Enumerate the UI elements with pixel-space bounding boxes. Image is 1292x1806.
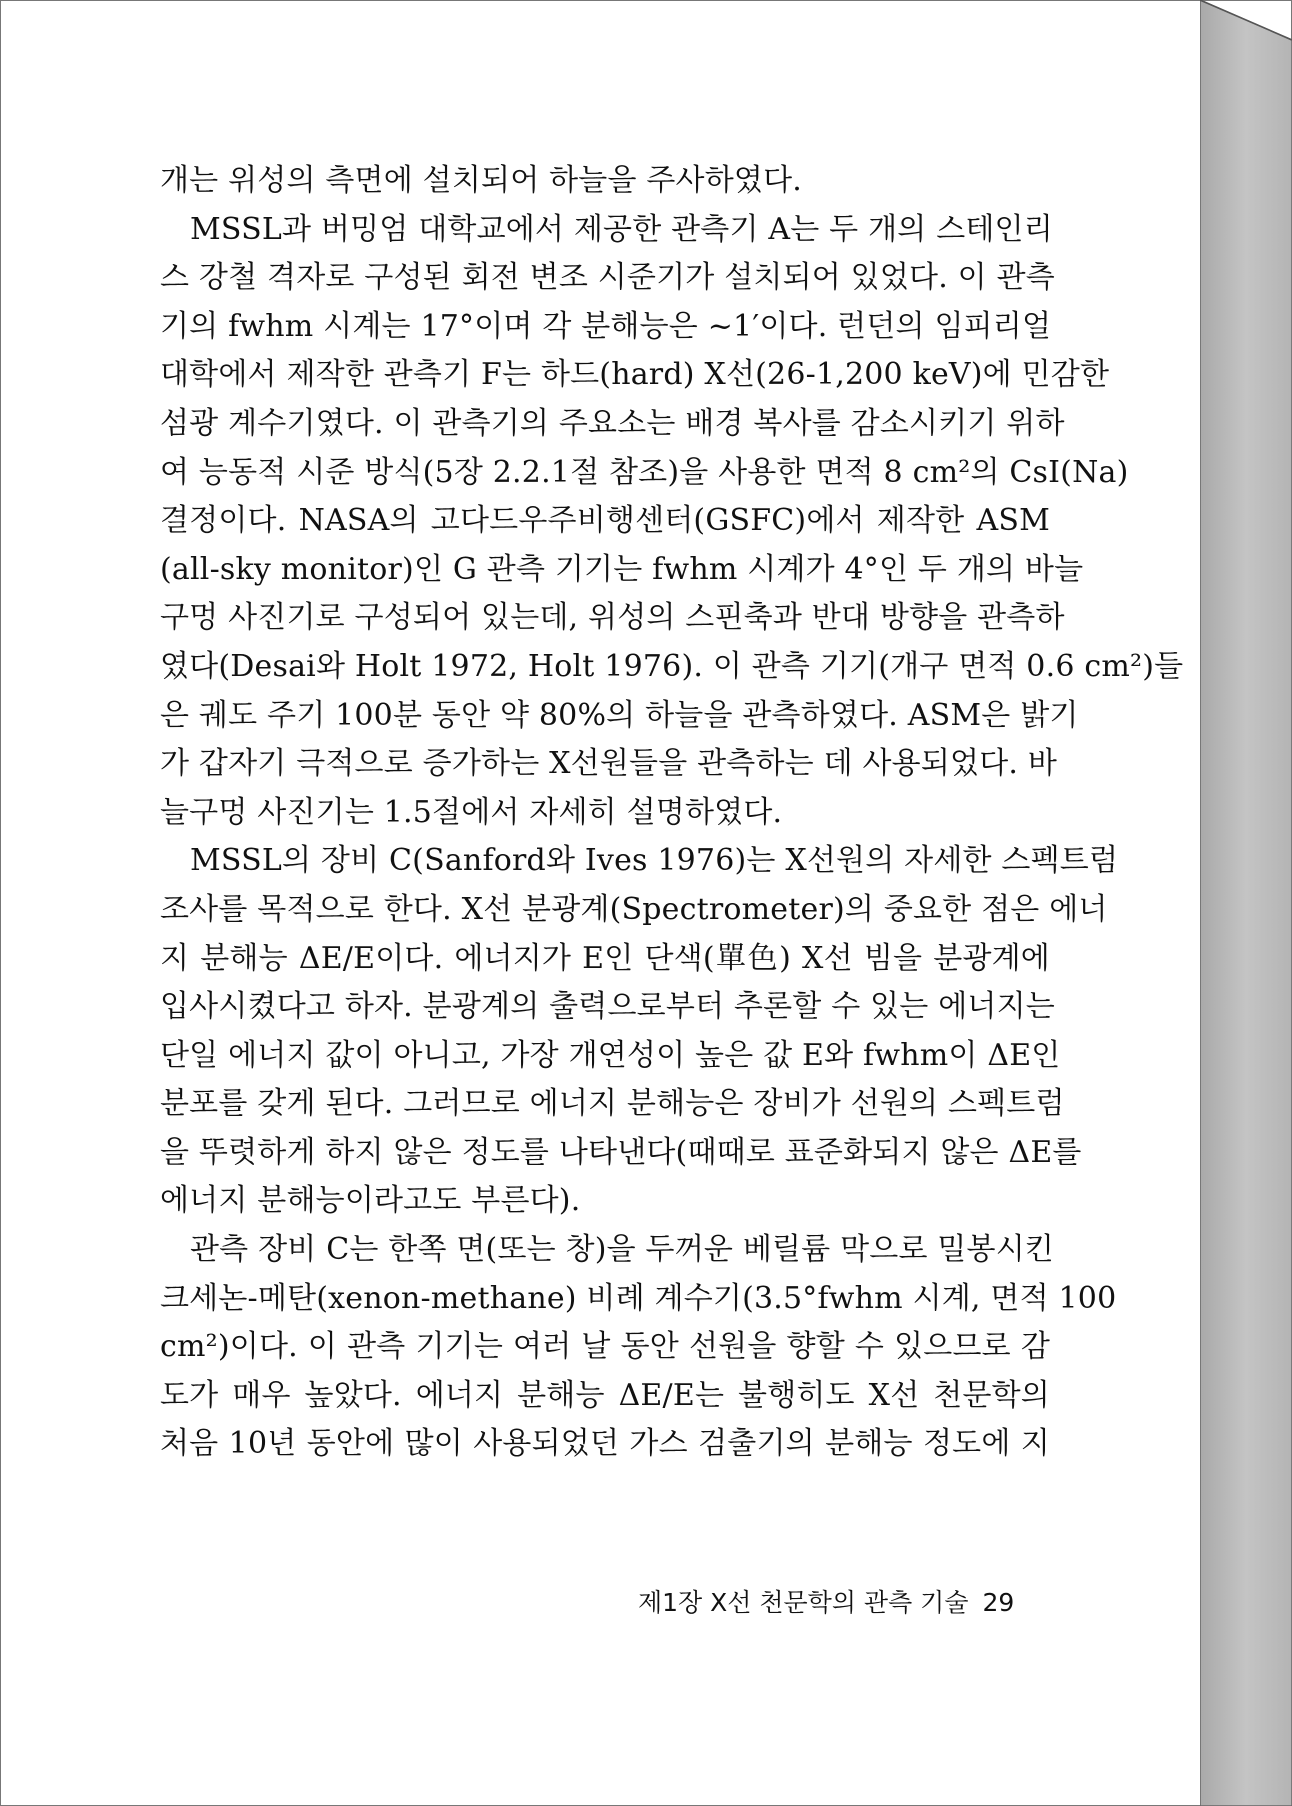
chapter-title: 제1장 X선 천문학의 관측 기술 xyxy=(638,1588,969,1617)
text-line: 가 갑자기 극적으로 증가하는 X선원들을 관측하는 데 사용되었다. 바 xyxy=(160,746,1058,782)
book-page xyxy=(2,2,1202,1804)
book-spine xyxy=(1200,0,1292,1806)
text-line: 여 능동적 시준 방식(5장 2.2.1절 참조)을 사용한 면적 8 cm²의 CsI(Na) xyxy=(160,454,1129,490)
text-line: 도가 매우 높았다. 에너지 분해능 ΔE/E는 불행히도 X선 천문학의 xyxy=(160,1377,1050,1413)
text-line: 스 강철 격자로 구성된 회전 변조 시준기가 설치되어 있었다. 이 관측 xyxy=(160,260,1055,296)
text-line: 단일 에너지 값이 아니고, 가장 개연성이 높은 값 E와 fwhm이 ΔE인 xyxy=(160,1037,1061,1073)
text-line: MSSL의 장비 C(Sanford와 Ives 1976)는 X선원의 자세한 스펙트럼 xyxy=(190,843,1119,879)
text-line: 지 분해능 ΔE/E이다. 에너지가 E인 단색(單色) X선 빔을 분광계에 xyxy=(160,940,1050,976)
text-line: 섬광 계수기였다. 이 관측기의 주요소는 배경 복사를 감소시키기 위하 xyxy=(160,405,1065,441)
text-line: 입사시켰다고 하자. 분광계의 출력으로부터 추론할 수 있는 에너지는 xyxy=(160,989,1055,1025)
text-line: 조사를 목적으로 한다. X선 분광계(Spectrometer)의 중요한 점은 에너 xyxy=(160,891,1108,927)
text-line: 기의 fwhm 시계는 17°이며 각 분해능은 ~1′이다. 런던의 임피리얼 xyxy=(160,308,1052,344)
text-line: 크세논-메탄(xenon-methane) 비례 계수기(3.5°fwhm 시계, 면적 100 xyxy=(160,1280,1117,1316)
text-line: 였다(Desai와 Holt 1972, Holt 1976). 이 관측 기기(개구 면적 0.6 cm²)들 xyxy=(160,648,1184,684)
text-line: cm²)이다. 이 관측 기기는 여러 날 동안 선원을 향할 수 있으므로 감 xyxy=(160,1329,1050,1365)
page-footer xyxy=(638,1587,1058,1619)
text-line: 결정이다. NASA의 고다드우주비행센터(GSFC)에서 제작한 ASM xyxy=(160,503,1050,539)
body-text xyxy=(160,157,1184,1469)
text-line: 분포를 갖게 된다. 그러므로 에너지 분해능은 장비가 선원의 스펙트럼 xyxy=(160,1086,1065,1122)
text-line: 구멍 사진기로 구성되어 있는데, 위성의 스핀축과 반대 방향을 관측하 xyxy=(160,600,1065,636)
text-line: 관측 장비 C는 한쪽 면(또는 창)을 두꺼운 베릴륨 막으로 밀봉시킨 xyxy=(190,1232,1055,1268)
text-line: 늘구멍 사진기는 1.5절에서 자세히 설명하였다. xyxy=(160,794,783,830)
text-line: MSSL과 버밍엄 대학교에서 제공한 관측기 A는 두 개의 스테인리 xyxy=(190,211,1053,247)
text-line: 은 궤도 주기 100분 동안 약 80%의 하늘을 관측하였다. ASM은 밝기 xyxy=(160,697,1079,733)
text-line: 처음 10년 동안에 많이 사용되었던 가스 검출기의 분해능 정도에 지 xyxy=(160,1426,1050,1462)
text-line: (all-sky monitor)인 G 관측 기기는 fwhm 시계가 4°인 두 개의 바늘 xyxy=(160,551,1084,587)
page-number: 29 xyxy=(982,1588,1015,1617)
text-line: 대학에서 제작한 관측기 F는 하드(hard) X선(26-1,200 keV)에 민감한 xyxy=(160,357,1110,393)
text-line: 을 뚜렷하게 하지 않은 정도를 나타낸다(때때로 표준화되지 않은 ΔE를 xyxy=(160,1134,1082,1170)
text-line: 개는 위성의 측면에 설치되어 하늘을 주사하였다. xyxy=(160,163,803,198)
text-line: 에너지 분해능이라고도 부른다). xyxy=(160,1183,581,1219)
